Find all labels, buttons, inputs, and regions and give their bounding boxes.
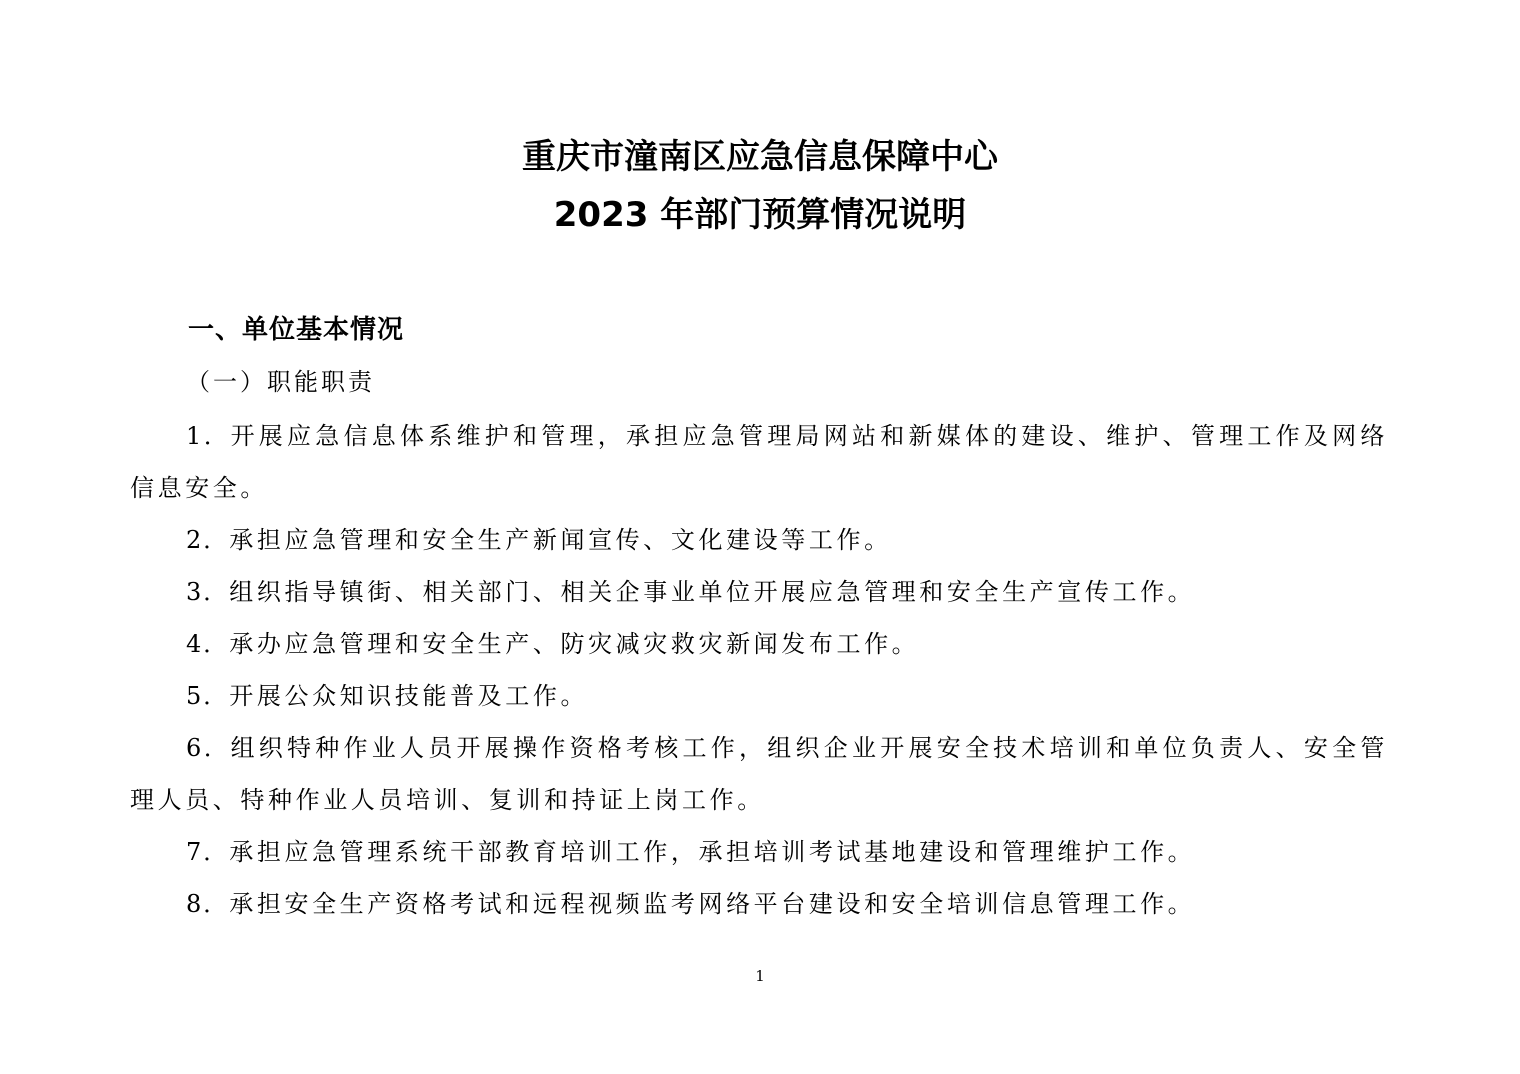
list-item-number: 5． [186, 682, 230, 710]
list-item-number: 2． [186, 526, 230, 554]
list-item-text: 承担应急管理和安全生产新闻宣传、文化建设等工作。 [229, 526, 892, 554]
list-item-text: 承担应急管理系统干部教育培训工作，承担培训考试基地建设和管理维护工作。 [229, 838, 1196, 866]
page-number: 1 [755, 967, 765, 985]
list-item [130, 410, 1388, 514]
list-item-text: 组织指导镇街、相关部门、相关企事业单位开展应急管理和安全生产宣传工作。 [229, 578, 1196, 606]
list-item-number: 3． [186, 578, 230, 606]
list-item-number: 7． [186, 838, 230, 866]
list-item-number: 6． [186, 734, 231, 762]
document-title-line1: 重庆市潼南区应急信息保障中心 [522, 137, 998, 177]
list-item-number: 4． [186, 630, 230, 658]
list-item [130, 826, 1388, 878]
list-item [130, 618, 1388, 670]
list-item [130, 878, 1388, 930]
list-item-number: 1． [186, 422, 231, 450]
list-item [130, 566, 1388, 618]
list-item-text: 承担安全生产资格考试和远程视频监考网络平台建设和安全培训信息管理工作。 [229, 890, 1196, 918]
list-item-text: 开展公众知识技能普及工作。 [229, 682, 589, 710]
list-item [130, 722, 1388, 826]
list-item [130, 670, 1388, 722]
list-item [130, 514, 1388, 566]
list-item-number: 8． [186, 890, 230, 918]
sub-heading: （一）职能职责 [186, 368, 375, 396]
section-heading: 一、单位基本情况 [188, 315, 405, 345]
document-title-line2: 2023 年部门预算情况说明 [553, 195, 967, 235]
list-item-text: 开展应急信息体系维护和管理，承担应急管理局网站和新媒体的建设、维护、管理工作及网络信息安全。 [130, 422, 1388, 502]
list-item-text: 组织特种作业人员开展操作资格考核工作，组织企业开展安全技术培训和单位负责人、安全管理人员、特种作业人员培训、复训和持证上岗工作。 [130, 734, 1388, 814]
list-item-text: 承办应急管理和安全生产、防灾减灾救灾新闻发布工作。 [229, 630, 920, 658]
